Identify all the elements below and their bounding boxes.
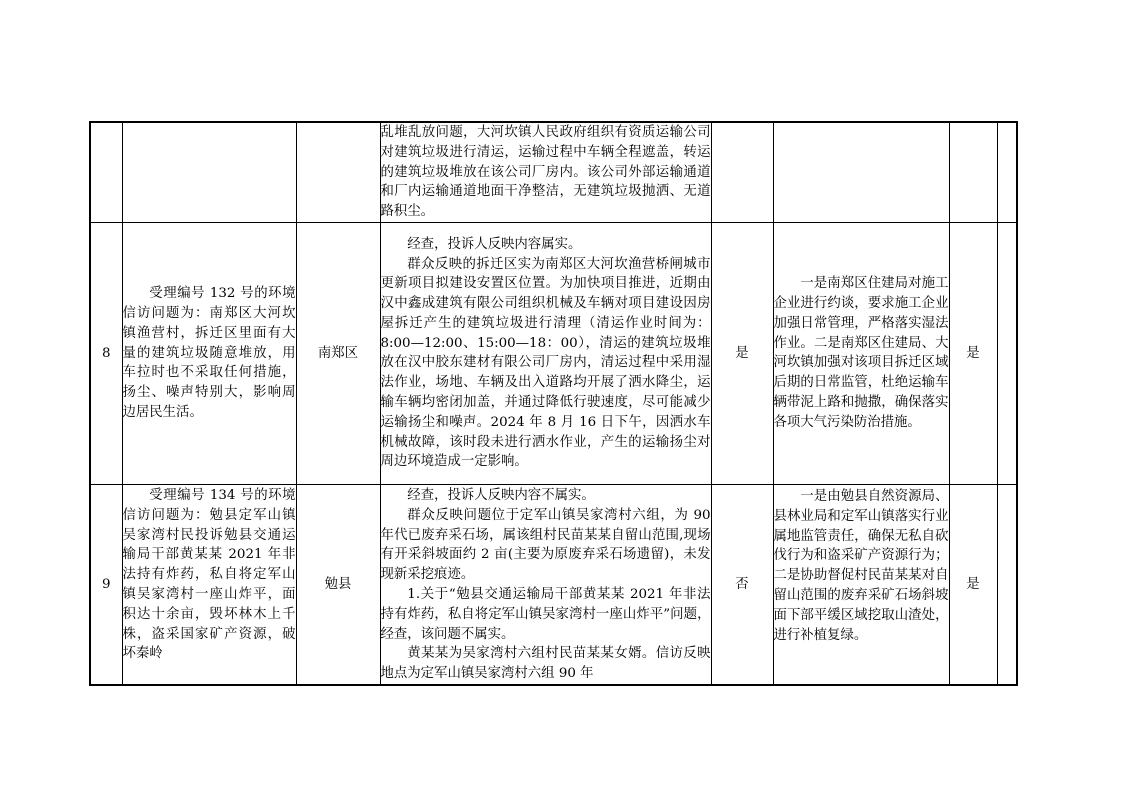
issue-text: 受理编号 132 号的环境信访问题为：南郑区大河坎镇渔营村，拆迁区里面有大量的建筑垃圾随意堆放，用车拉时也不采取任何措施，扬尘、噪声特别大，影响周边居民生活。: [122, 286, 296, 420]
table-row: [90, 222, 1017, 484]
district: 南郑区: [296, 222, 380, 484]
investigation-result: [380, 122, 711, 222]
investigation-result: [380, 484, 711, 684]
result-paragraph: 黄某某为吴家湾村六组村民苗某某女婿。信访反映地点为定军山镇吴家湾村六组 90 年: [380, 646, 711, 682]
issue-text: 受理编号 134 号的环境信访问题为：勉县定军山镇吴家湾村民投诉勉县交通运输局干部黄某某 2021 年非法持有炸药，私自将定军山镇吴家湾村一座山炸平，面积达十余亩，毁坏林木上千株，盗采国家矿产资源，破坏秦岭: [122, 487, 296, 662]
remark-cell: [997, 122, 1017, 222]
rectification-measures: [773, 222, 949, 484]
issue-description: [122, 222, 296, 484]
row-number: 9: [90, 484, 122, 684]
issue-description: [122, 484, 296, 684]
rectification-measures: [773, 484, 949, 684]
verified-flag: [711, 122, 773, 222]
result-paragraph: 乱堆乱放问题，大河坎镇人民政府组织有资质运输公司对建筑垃圾进行清运，运输过程中车辆全程遮盖，转运的建筑垃圾堆放在该公司厂房内。该公司外部运输通道和厂内运输通道地面干净整洁，无建筑垃圾抛洒、无道路积尘。: [380, 125, 711, 220]
result-paragraph: 群众反映的拆迁区实为南郑区大河坎渔营桥闸城市更新项目拟建设安置区位置。为加快项目推进，近期由汉中鑫成建筑有限公司组织机械及车辆对项目建设因房屋拆迁产生的建筑垃圾进行清理（清运作业时间为：8:00—12:00、15:00—18：00），清运的建筑垃圾堆放在汉中胶东建材有限公司厂房内，清运过程中采用湿法作业，场地、车辆及出入道路均开展了洒水降尘，运输车辆均密闭加盖，并通过降低行驶速度，尽可能减少运输扬尘和噪声。2024 年 8 月 16 日下午，因洒水车机械故障，该时段未进行洒水作业，产生的运输扬尘对周边环境造成一定影响。: [380, 256, 711, 470]
result-paragraph: 经查，投诉人反映内容不属实。: [407, 487, 595, 503]
investigation-result: [380, 222, 711, 484]
completion-flag: 是: [949, 222, 997, 484]
result-paragraph: 经查，投诉人反映内容属实。: [407, 236, 582, 252]
rectification-text: 一是南郑区住建局对施工企业进行约谈，要求施工企业加强日常管理，严格落实湿法作业。二是南郑区住建局、大河坎镇加强对该项目拆迁区域后期的日常监管，杜绝运输车辆带泥上路和抛撒，确保落实各项大气污染防治措施。: [773, 276, 949, 430]
completion-flag: 是: [949, 484, 997, 684]
complaint-table: [89, 121, 1018, 686]
result-paragraph: 群众反映问题位于定军山镇吴家湾村六组，为 90 年代已废弃采石场，属该组村民苗某某自留山范围,现场有开采斜坡面约 2 亩(主要为原废弃采石场遗留)，未发现新采挖痕迹。: [380, 507, 711, 583]
result-paragraph: 1.关于“勉县交通运输局干部黄某某 2021 年非法持有炸药，私自将定军山镇吴家湾村一座山炸平”问题，经查，该问题不属实。: [380, 586, 711, 642]
district: [296, 122, 380, 222]
rectification-text: 一是由勉县自然资源局、县林业局和定军山镇落实行业属地监管责任，确保无私自砍伐行为和盗采矿产资源行为；二是协助督促村民苗某某对自留山范围的废弃采矿石场斜坡面下部平缓区域挖取山渣处，进行补植复绿。: [773, 488, 949, 643]
verified-flag: 是: [711, 222, 773, 484]
table-row: [90, 122, 1017, 222]
remark-cell: [997, 484, 1017, 684]
rectification-measures: [773, 122, 949, 222]
completion-flag: [949, 122, 997, 222]
row-number: [90, 122, 122, 222]
issue-description: [122, 122, 296, 222]
remark-cell: [997, 222, 1017, 484]
row-number: 8: [90, 222, 122, 484]
verified-flag: 否: [711, 484, 773, 684]
district: 勉县: [296, 484, 380, 684]
table-row: [90, 484, 1017, 684]
